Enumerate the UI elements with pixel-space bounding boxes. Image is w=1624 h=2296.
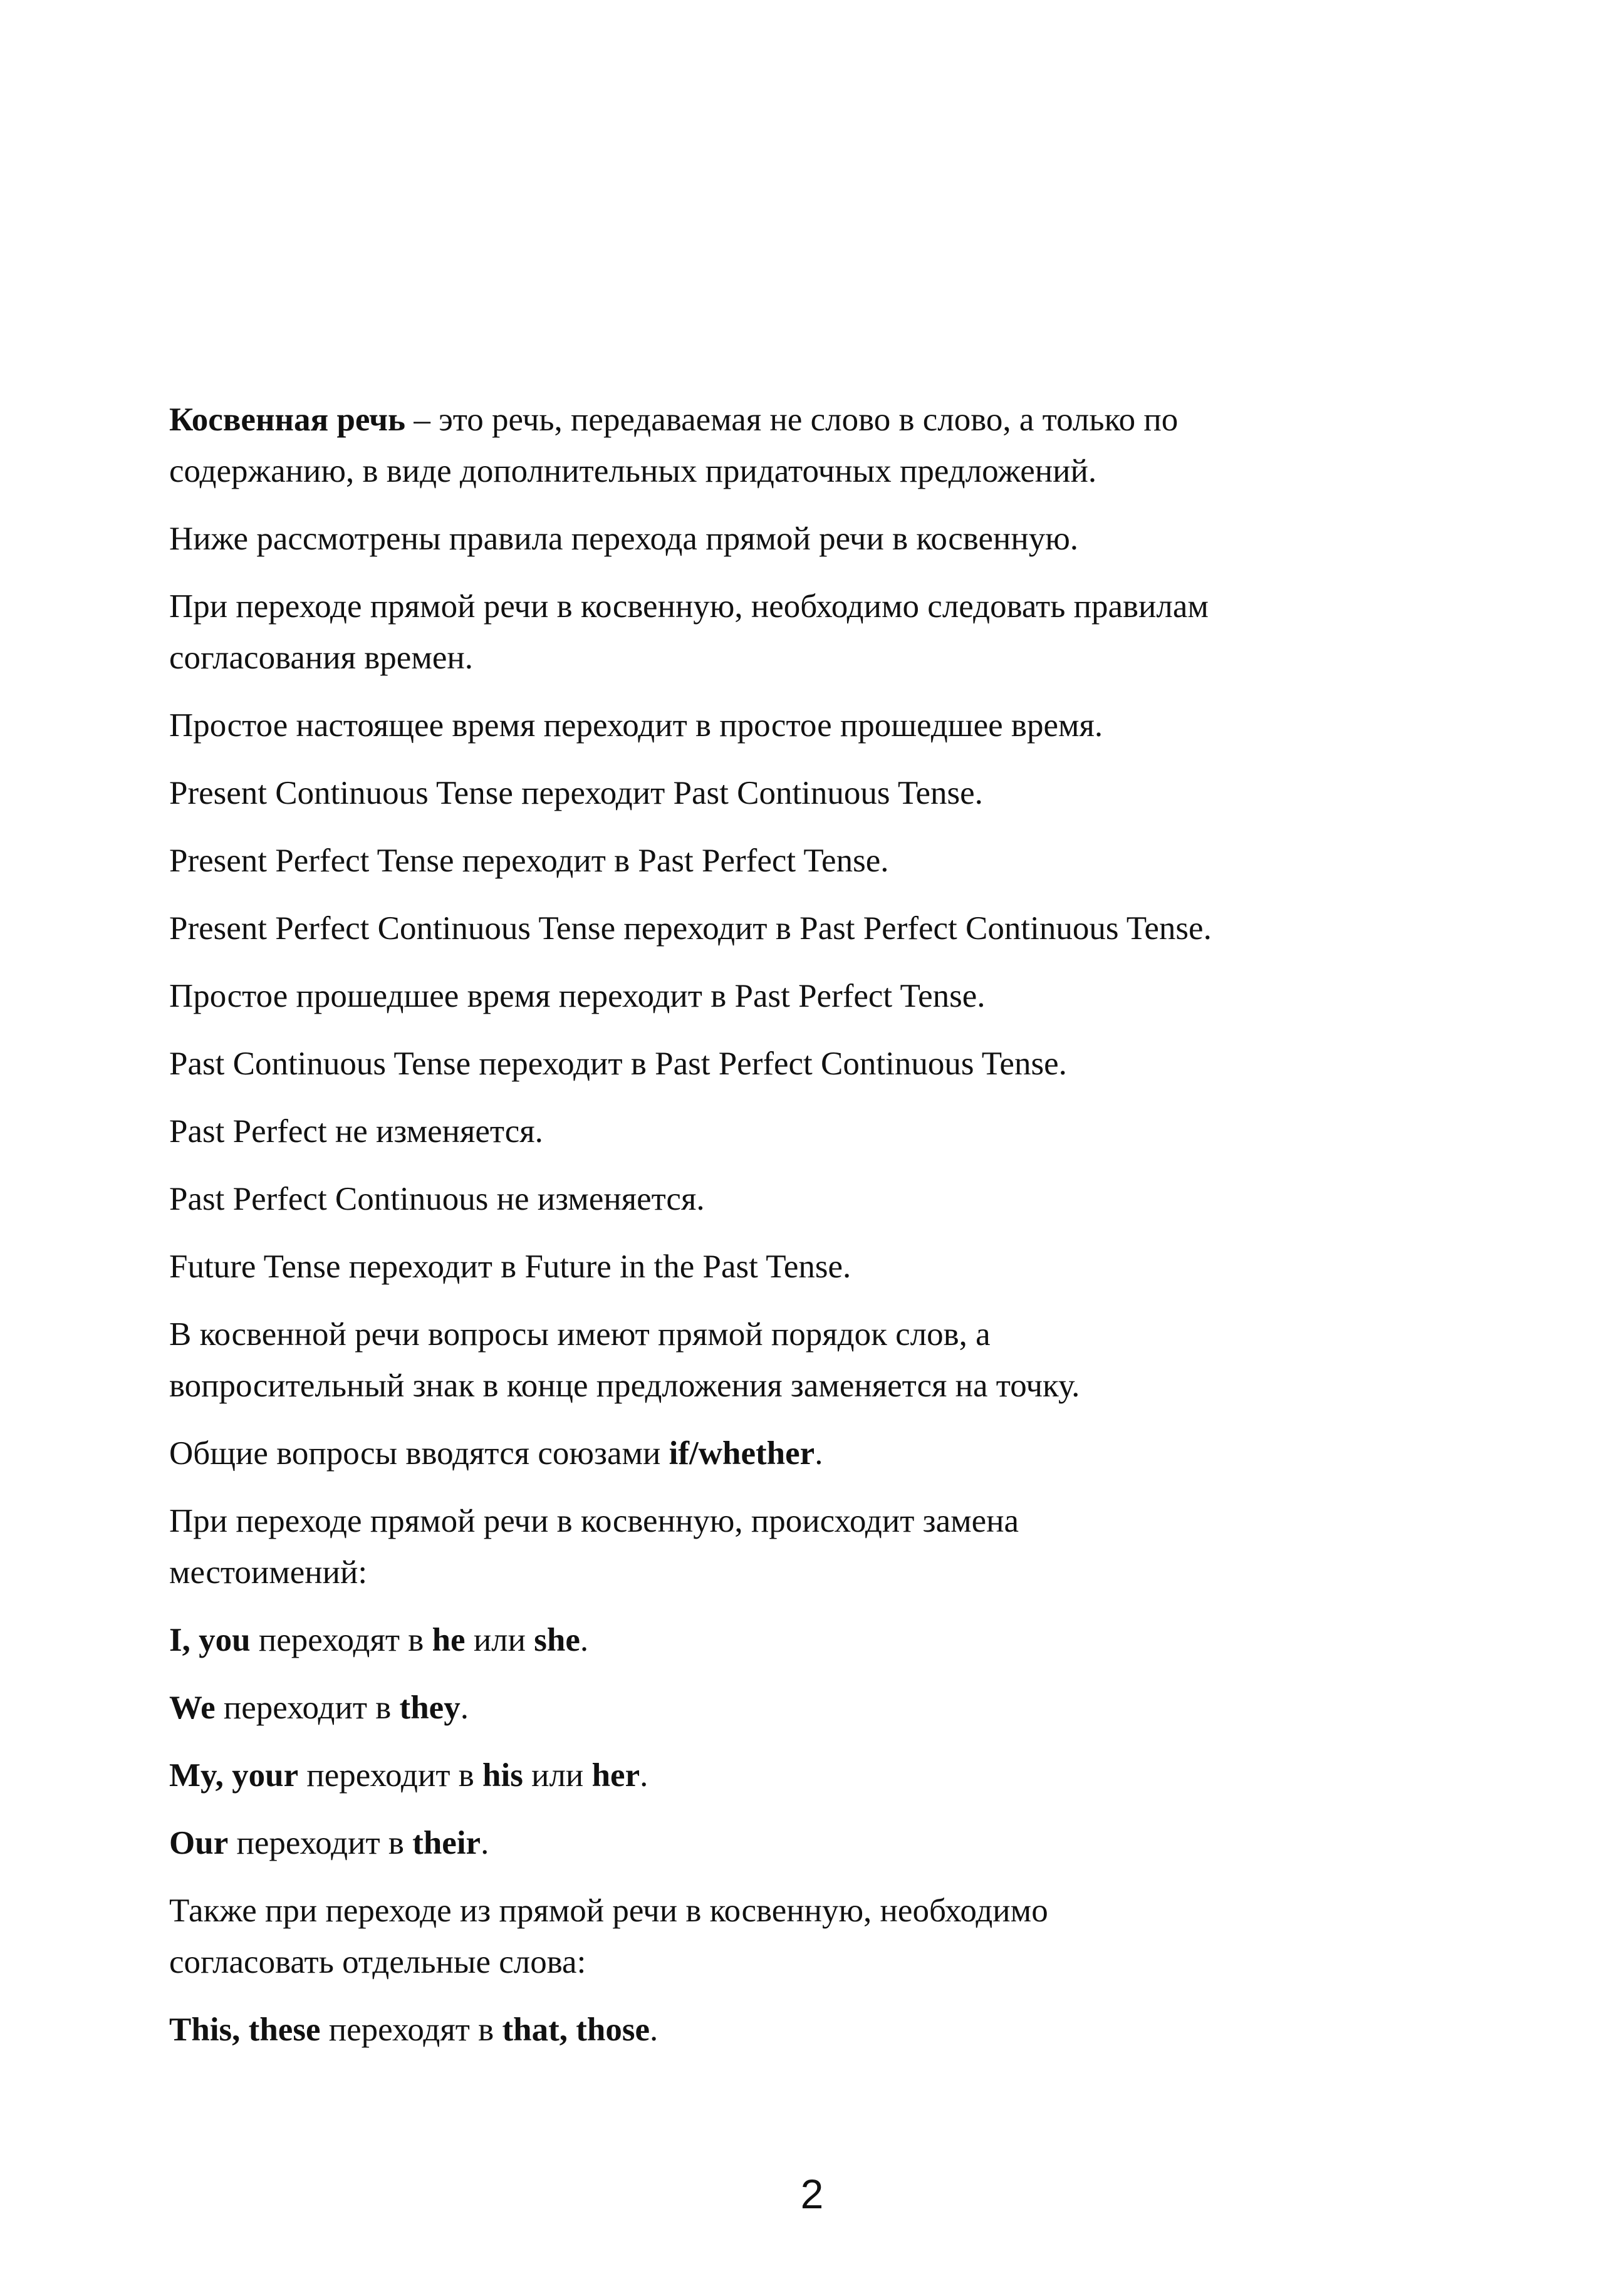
text-line [169,581,1485,632]
text-run: переходит в [228,1825,413,1861]
text-run: переходит в [298,1757,483,1794]
bold-term: Our [169,1825,229,1861]
text-run: согласования времен. [169,640,473,676]
paragraph [169,1106,1485,1157]
text-run: переходит в [215,1690,400,1726]
paragraph [169,1038,1485,1089]
paragraph [169,1173,1485,1225]
paragraph [169,2004,1485,2055]
paragraph [169,1495,1485,1598]
text-line [169,1038,1485,1089]
bold-term: We [169,1690,216,1726]
text-run: . [815,1435,823,1472]
bold-term: their [412,1825,481,1861]
text-run: В косвенной речи вопросы имеют прямой порядок слов, а [169,1316,991,1353]
bold-term: her [591,1757,640,1794]
text-run: Past Continuous Tense переходит в Past Perfect Continuous Tense. [169,1046,1067,1082]
text-line [169,970,1485,1022]
paragraph [169,394,1485,497]
text-line [169,1495,1485,1547]
bold-term: she [534,1622,580,1658]
paragraph [169,581,1485,683]
text-line [169,1173,1485,1225]
text-run: Past Perfect Continuous не изменяется. [169,1181,705,1217]
text-line [169,394,1485,445]
paragraph [169,1241,1485,1292]
text-line [169,1750,1485,1801]
page-number: 2 [800,2171,824,2217]
paragraph [169,767,1485,819]
text-run: . [640,1757,648,1794]
text-run: Ниже рассмотрены правила перехода прямой речи в косвенную. [169,521,1079,557]
bold-term: they [399,1690,461,1726]
bold-term: I, you [169,1622,251,1658]
text-run: содержанию, в виде дополнительных придаточных предложений. [169,453,1097,489]
text-run: или [523,1757,592,1794]
paragraph [169,1750,1485,1801]
text-run: Также при переходе из прямой речи в косвенную, необходимо [169,1893,1048,1929]
bold-term: he [432,1622,466,1658]
text-run: Простое настоящее время переходит в простое прошедшее время. [169,707,1103,744]
bold-term: Косвенная речь [169,402,406,438]
paragraph [169,970,1485,1022]
text-run: или [465,1622,534,1658]
text-run: . [460,1690,469,1726]
paragraph [169,1428,1485,1479]
text-line [169,632,1485,683]
text-line [169,1547,1485,1598]
bold-term: This, these [169,2012,321,2048]
paragraph [169,1817,1485,1869]
text-line [169,1885,1485,1936]
bold-term: his [482,1757,523,1794]
paragraph [169,903,1485,954]
paragraph [169,1614,1485,1666]
text-run: согласовать отдельные слова: [169,1944,586,1980]
paragraph [169,1682,1485,1733]
text-line [169,1936,1485,1988]
text-run: При переходе прямой речи в косвенную, необходимо следовать правилам [169,588,1209,625]
text-run: Present Continuous Tense переходит Past Continuous Tense. [169,775,983,811]
text-line [169,1309,1485,1360]
text-line [169,835,1485,886]
text-run: Общие вопросы вводятся союзами [169,1435,669,1472]
text-line [169,1241,1485,1292]
text-line [169,1682,1485,1733]
text-run: переходят в [320,2012,502,2048]
text-run: . [650,2012,658,2048]
paragraph [169,700,1485,751]
text-line [169,700,1485,751]
bold-term: if/whether [669,1435,815,1472]
text-run: – это речь, передаваемая не слово в слово, а только по [405,402,1179,438]
text-line [169,1614,1485,1666]
text-run: . [481,1825,489,1861]
paragraph [169,513,1485,564]
text-run: Present Perfect Tense переходит в Past Perfect Tense. [169,843,889,879]
text-run: вопросительный знак в конце предложения заменяется на точку. [169,1368,1080,1404]
text-run: . [580,1622,589,1658]
paragraph [169,1885,1485,1988]
text-line [169,1817,1485,1869]
bold-term: that, those [502,2012,650,2048]
text-run: Past Perfect не изменяется. [169,1113,543,1150]
text-line [169,2004,1485,2055]
text-line [169,1360,1485,1411]
text-run: Future Tense переходит в Future in the Past Tense. [169,1249,851,1285]
paragraph [169,1309,1485,1411]
text-run: переходят в [250,1622,432,1658]
text-line [169,767,1485,819]
paragraph [169,835,1485,886]
text-run: Present Perfect Continuous Tense переходит в Past Perfect Continuous Tense. [169,910,1212,947]
text-line [169,1428,1485,1479]
text-line [169,1106,1485,1157]
bold-term: My, your [169,1757,299,1794]
text-run: При переходе прямой речи в косвенную, происходит замена [169,1503,1019,1539]
text-line [169,513,1485,564]
text-line [169,445,1485,497]
text-run: Простое прошедшее время переходит в Past Perfect Tense. [169,978,986,1014]
text-line [169,903,1485,954]
text-run: местоимений: [169,1554,368,1591]
